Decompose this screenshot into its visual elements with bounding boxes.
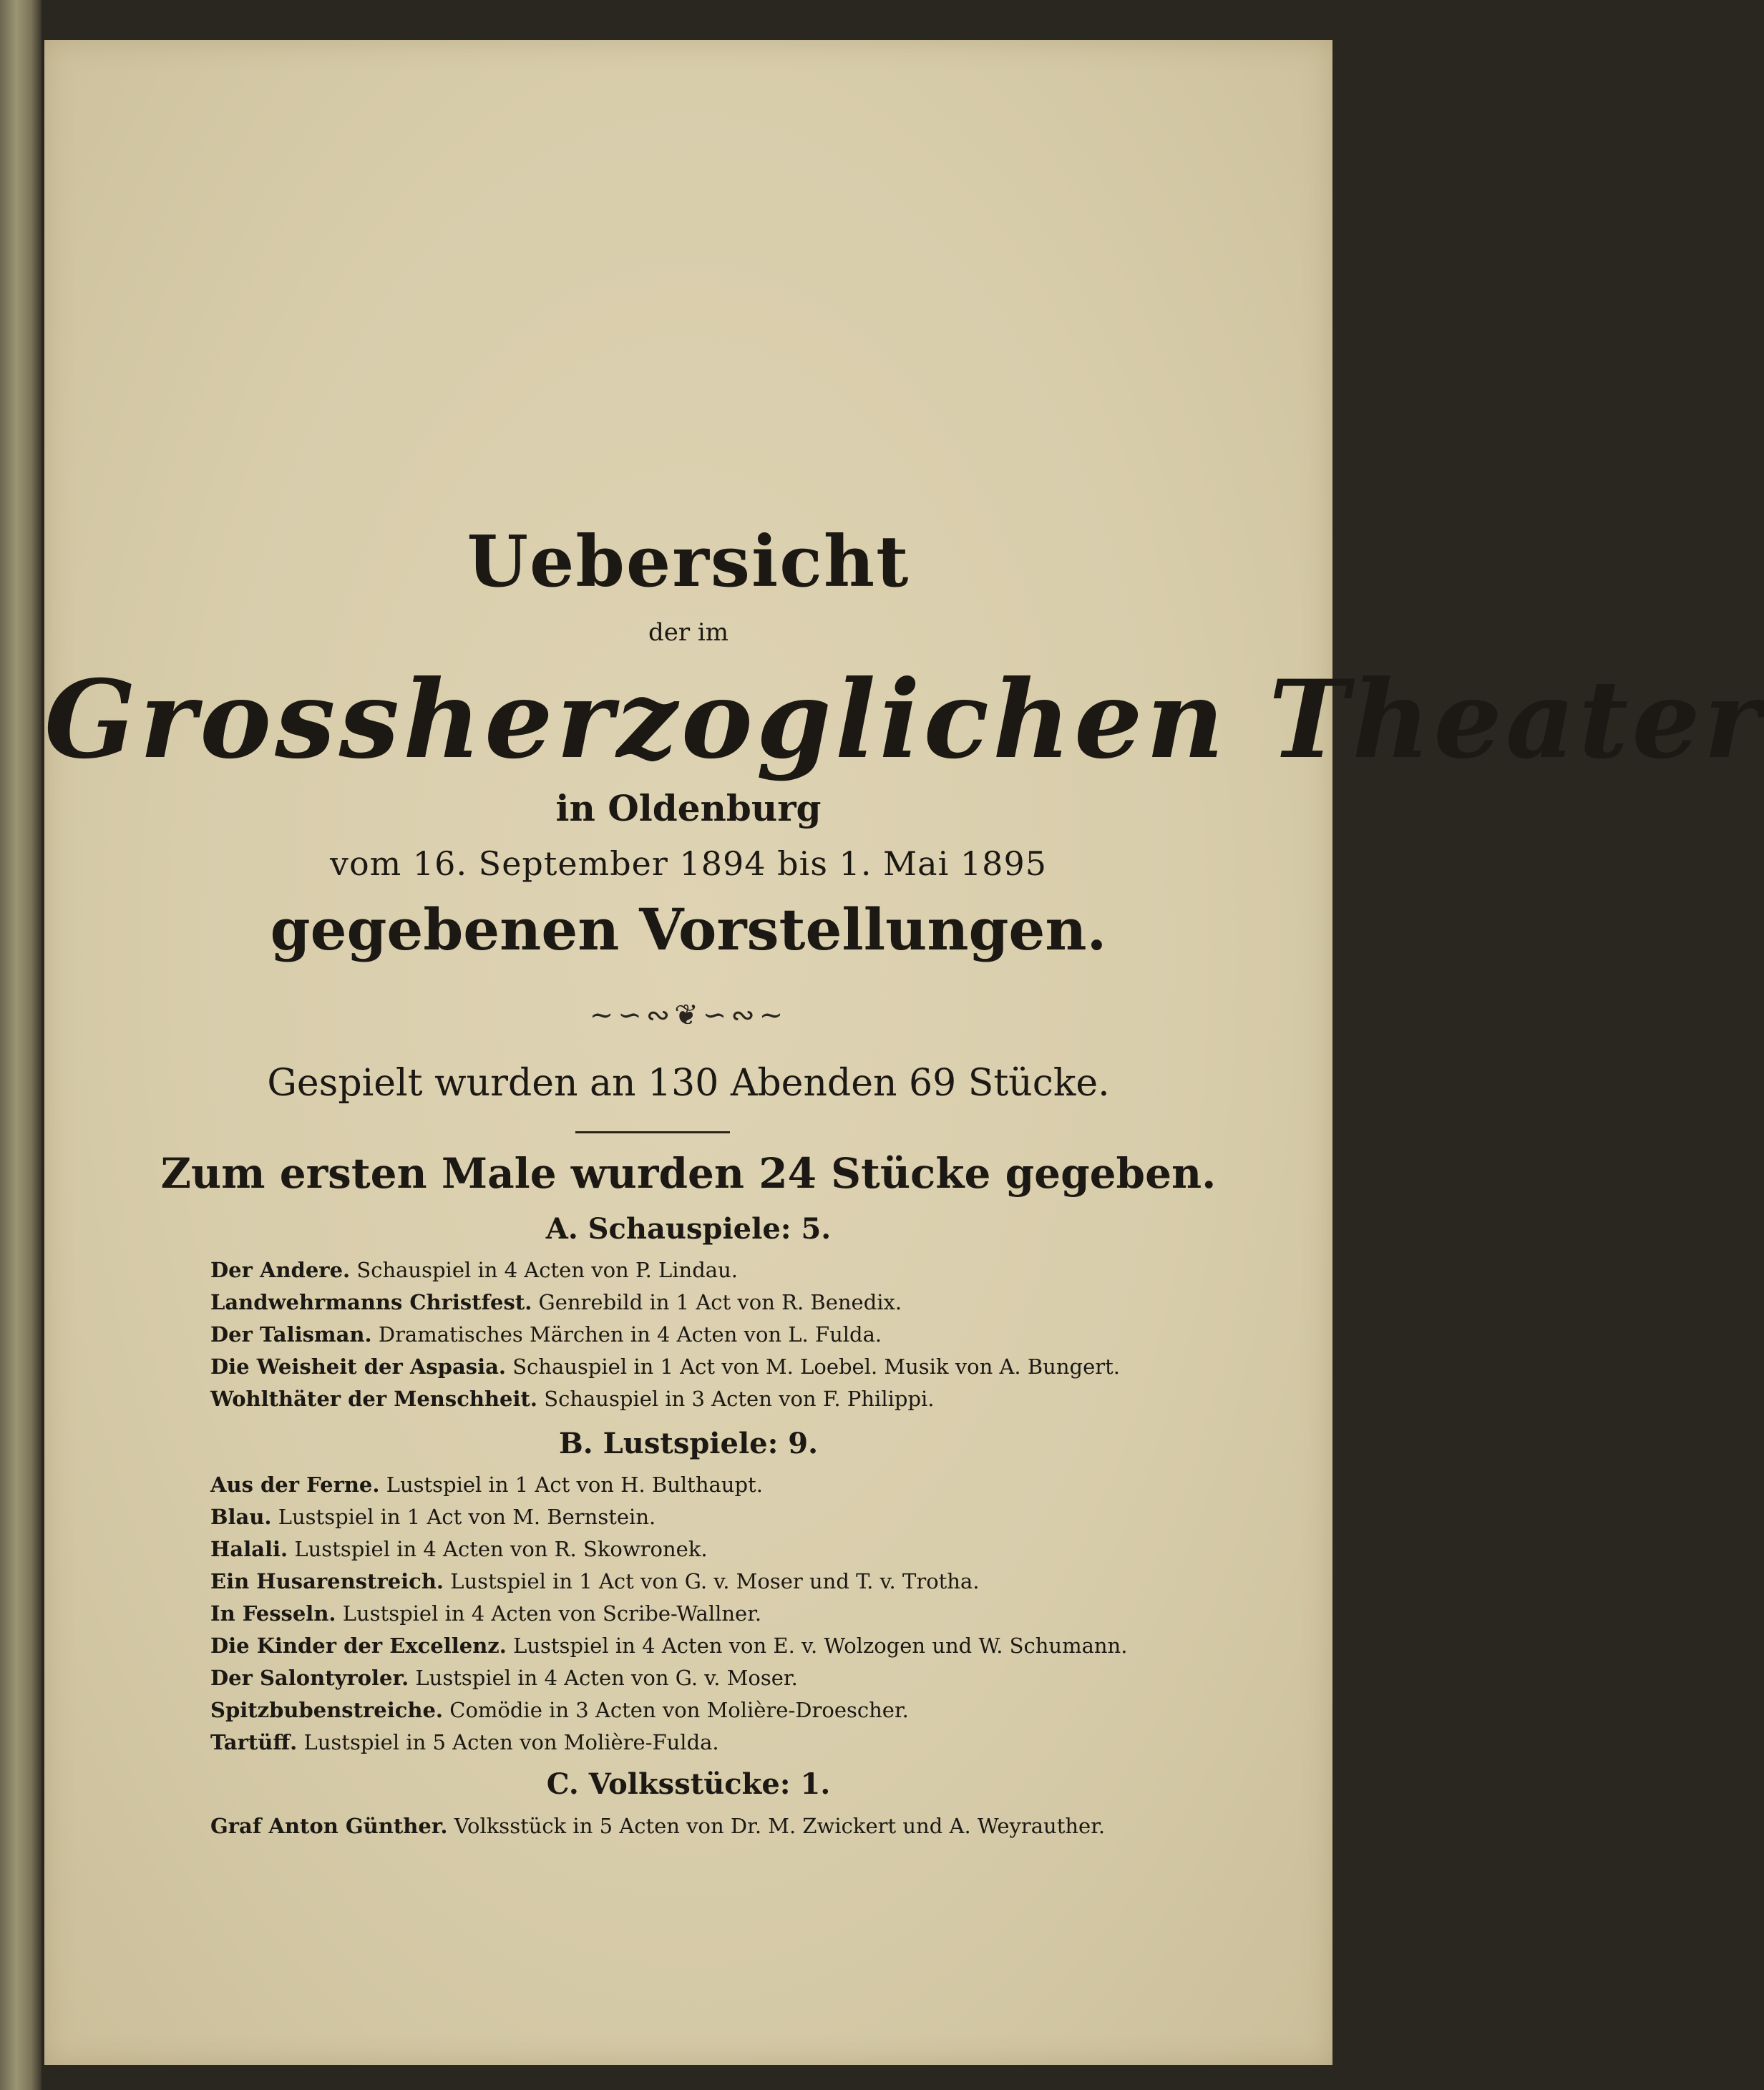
list-item xyxy=(210,1469,1284,1501)
list-item xyxy=(210,1383,1284,1415)
list-item xyxy=(210,1727,1284,1759)
play-title: Die Weisheit der Aspasia. xyxy=(210,1354,506,1379)
play-title: Der Andere. xyxy=(210,1258,351,1282)
performances-heading: gegebenen Vorstellungen. xyxy=(270,896,1107,963)
play-description: Volksstück in 5 Acten von Dr. M. Zwickert und A. Weyrauther. xyxy=(454,1814,1106,1838)
list-item xyxy=(210,1501,1284,1533)
list-item xyxy=(210,1351,1284,1383)
play-title: Landwehrmanns Christfest. xyxy=(210,1290,532,1314)
list-item xyxy=(210,1566,1284,1598)
play-title: Wohlthäter der Menschheit. xyxy=(210,1387,537,1411)
list-item xyxy=(210,1598,1284,1630)
play-title: Tartüff. xyxy=(210,1730,298,1754)
adjacent-page-edge xyxy=(0,0,42,2090)
play-description: Comödie in 3 Acten von Molière-Droescher. xyxy=(449,1698,909,1722)
play-title: Halali. xyxy=(210,1537,288,1561)
played-summary: Gespielt wurden an 130 Abenden 69 Stücke. xyxy=(267,1062,1110,1105)
list-item xyxy=(210,1319,1284,1351)
play-title: Graf Anton Günther. xyxy=(210,1814,448,1838)
list-item xyxy=(210,1286,1284,1319)
list-item xyxy=(210,1630,1284,1662)
play-description: Lustspiel in 1 Act von G. v. Moser und T. v. Trotha. xyxy=(450,1569,980,1593)
section-heading-volksstuecke: C. Volksstücke: 1. xyxy=(546,1767,831,1801)
section-heading-lustspiele: B. Lustspiele: 9. xyxy=(558,1427,819,1460)
play-title: Spitzbubenstreiche. xyxy=(210,1698,444,1722)
play-title: Die Kinder der Excellenz. xyxy=(210,1634,507,1658)
subtitle-der-im: der im xyxy=(648,618,729,647)
list-item xyxy=(210,1694,1284,1727)
list-item xyxy=(210,1662,1284,1694)
separator-rule xyxy=(575,1131,730,1133)
play-description: Schauspiel in 4 Acten von P. Lindau. xyxy=(356,1258,738,1282)
play-title: In Fesseln. xyxy=(210,1601,336,1626)
play-description: Lustspiel in 1 Act von M. Bernstein. xyxy=(278,1505,656,1529)
city-line: in Oldenburg xyxy=(555,787,822,829)
play-title: Blau. xyxy=(210,1505,272,1529)
play-description: Lustspiel in 4 Acten von R. Skowronek. xyxy=(294,1537,708,1561)
list-item xyxy=(210,1533,1284,1566)
list-item xyxy=(210,1810,1284,1842)
play-description: Schauspiel in 3 Acten von F. Philippi. xyxy=(544,1387,935,1411)
theater-name: Grossherzoglichen Theater xyxy=(44,657,1764,783)
play-description: Lustspiel in 5 Acten von Molière-Fulda. xyxy=(303,1730,719,1754)
play-list-schauspiele xyxy=(210,1254,1284,1415)
play-description: Lustspiel in 4 Acten von E. v. Wolzogen und W. Schumann. xyxy=(513,1634,1128,1658)
section-heading-schauspiele: A. Schauspiele: 5. xyxy=(545,1212,832,1246)
play-list-volksstuecke xyxy=(210,1810,1284,1842)
play-description: Genrebild in 1 Act von R. Benedix. xyxy=(538,1290,902,1314)
first-times-summary: Zum ersten Male wurden 24 Stücke gegeben. xyxy=(160,1149,1217,1198)
play-title: Ein Husarenstreich. xyxy=(210,1569,444,1593)
play-description: Dramatisches Märchen in 4 Acten von L. Fulda. xyxy=(378,1322,882,1347)
play-description: Lustspiel in 4 Acten von Scribe-Wallner. xyxy=(342,1601,762,1626)
play-description: Lustspiel in 4 Acten von G. v. Moser. xyxy=(415,1666,798,1690)
play-description: Schauspiel in 1 Act von M. Loebel. Musik von A. Bungert. xyxy=(512,1354,1120,1379)
play-title: Aus der Ferne. xyxy=(210,1473,380,1497)
play-title: Der Talisman. xyxy=(210,1322,372,1347)
list-item xyxy=(210,1254,1284,1286)
ornament-divider: ~∽∾❦∽∾~ xyxy=(589,999,788,1032)
play-list-lustspiele xyxy=(210,1469,1284,1759)
date-range: vom 16. September 1894 bis 1. Mai 1895 xyxy=(329,844,1047,883)
play-title: Der Salontyroler. xyxy=(210,1666,409,1690)
document-title: Uebersicht xyxy=(467,521,910,603)
document-page xyxy=(44,40,1764,2065)
play-description: Lustspiel in 1 Act von H. Bulthaupt. xyxy=(386,1473,763,1497)
